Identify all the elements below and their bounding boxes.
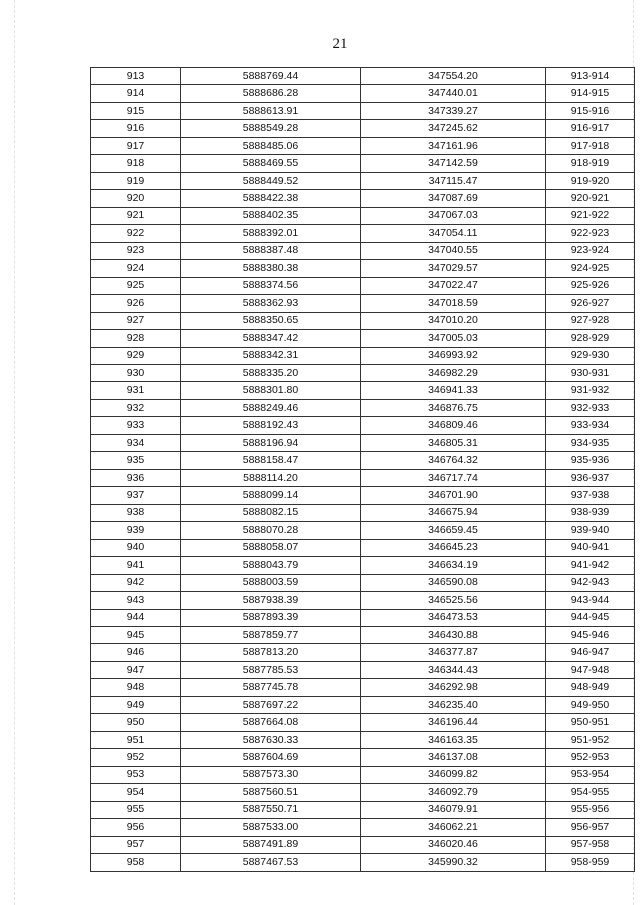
segment-cell: 954-955: [546, 784, 635, 801]
x-coordinate-cell: 5887893.39: [181, 609, 361, 626]
point-number-cell: 913: [91, 68, 181, 85]
point-number-cell: 947: [91, 661, 181, 678]
segment-cell: 922-923: [546, 225, 635, 242]
table-row: [91, 260, 635, 277]
point-number-cell: 916: [91, 120, 181, 137]
y-coordinate-cell: 346659.45: [361, 522, 546, 539]
x-coordinate-cell: 5888362.93: [181, 295, 361, 312]
y-coordinate-cell: 347018.59: [361, 295, 546, 312]
segment-cell: 932-933: [546, 399, 635, 416]
y-coordinate-cell: 346137.08: [361, 749, 546, 766]
segment-cell: 946-947: [546, 644, 635, 661]
table-row: [91, 679, 635, 696]
table-row: [91, 277, 635, 294]
x-coordinate-cell: 5888301.80: [181, 382, 361, 399]
segment-cell: 926-927: [546, 295, 635, 312]
table-row: [91, 644, 635, 661]
point-number-cell: 941: [91, 557, 181, 574]
y-coordinate-cell: 346982.29: [361, 364, 546, 381]
x-coordinate-cell: 5887664.08: [181, 714, 361, 731]
segment-cell: 921-922: [546, 207, 635, 224]
y-coordinate-cell: 346099.82: [361, 766, 546, 783]
table-row: [91, 819, 635, 836]
y-coordinate-cell: 347440.01: [361, 85, 546, 102]
x-coordinate-cell: 5887697.22: [181, 696, 361, 713]
segment-cell: 939-940: [546, 522, 635, 539]
y-coordinate-cell: 346993.92: [361, 347, 546, 364]
point-number-cell: 925: [91, 277, 181, 294]
table-row: [91, 434, 635, 451]
table-row: [91, 609, 635, 626]
x-coordinate-cell: 5888342.31: [181, 347, 361, 364]
point-number-cell: 918: [91, 155, 181, 172]
x-coordinate-cell: 5887573.30: [181, 766, 361, 783]
y-coordinate-cell: 346809.46: [361, 417, 546, 434]
table-row: [91, 574, 635, 591]
x-coordinate-cell: 5888249.46: [181, 399, 361, 416]
y-coordinate-cell: 346525.56: [361, 592, 546, 609]
y-coordinate-cell: 346062.21: [361, 819, 546, 836]
segment-cell: 956-957: [546, 819, 635, 836]
table-row: [91, 731, 635, 748]
table-row: [91, 784, 635, 801]
page-number: 21: [332, 36, 348, 52]
table-row: [91, 85, 635, 102]
y-coordinate-cell: 347554.20: [361, 68, 546, 85]
table-row: [91, 469, 635, 486]
y-coordinate-cell: 346634.19: [361, 557, 546, 574]
point-number-cell: 930: [91, 364, 181, 381]
point-number-cell: 936: [91, 469, 181, 486]
point-number-cell: 946: [91, 644, 181, 661]
x-coordinate-cell: 5887785.53: [181, 661, 361, 678]
point-number-cell: 943: [91, 592, 181, 609]
table-row: [91, 749, 635, 766]
segment-cell: 941-942: [546, 557, 635, 574]
point-number-cell: 939: [91, 522, 181, 539]
y-coordinate-cell: 346473.53: [361, 609, 546, 626]
y-coordinate-cell: 346163.35: [361, 731, 546, 748]
point-number-cell: 938: [91, 504, 181, 521]
segment-cell: 950-951: [546, 714, 635, 731]
segment-cell: 936-937: [546, 469, 635, 486]
table-row: [91, 714, 635, 731]
point-number-cell: 933: [91, 417, 181, 434]
point-number-cell: 942: [91, 574, 181, 591]
y-coordinate-cell: 347054.11: [361, 225, 546, 242]
x-coordinate-cell: 5888099.14: [181, 487, 361, 504]
point-number-cell: 932: [91, 399, 181, 416]
segment-cell: 934-935: [546, 434, 635, 451]
point-number-cell: 953: [91, 766, 181, 783]
segment-cell: 948-949: [546, 679, 635, 696]
point-number-cell: 955: [91, 801, 181, 818]
x-coordinate-cell: 5888196.94: [181, 434, 361, 451]
y-coordinate-cell: 346675.94: [361, 504, 546, 521]
table-row: [91, 592, 635, 609]
table-row: [91, 522, 635, 539]
x-coordinate-cell: 5888350.65: [181, 312, 361, 329]
point-number-cell: 924: [91, 260, 181, 277]
table-row: [91, 836, 635, 853]
point-number-cell: 949: [91, 696, 181, 713]
x-coordinate-cell: 5888380.38: [181, 260, 361, 277]
segment-cell: 957-958: [546, 836, 635, 853]
segment-cell: 916-917: [546, 120, 635, 137]
x-coordinate-cell: 5888114.20: [181, 469, 361, 486]
x-coordinate-cell: 5887938.39: [181, 592, 361, 609]
x-coordinate-cell: 5888347.42: [181, 330, 361, 347]
x-coordinate-cell: 5887604.69: [181, 749, 361, 766]
segment-cell: 952-953: [546, 749, 635, 766]
y-coordinate-cell: 346344.43: [361, 661, 546, 678]
table-row: [91, 207, 635, 224]
table-row: [91, 120, 635, 137]
x-coordinate-cell: 5887533.00: [181, 819, 361, 836]
point-number-cell: 922: [91, 225, 181, 242]
table-row: [91, 801, 635, 818]
y-coordinate-cell: 346092.79: [361, 784, 546, 801]
y-coordinate-cell: 346876.75: [361, 399, 546, 416]
segment-cell: 929-930: [546, 347, 635, 364]
x-coordinate-cell: 5887859.77: [181, 627, 361, 644]
segment-cell: 930-931: [546, 364, 635, 381]
x-coordinate-cell: 5888192.43: [181, 417, 361, 434]
table-row: [91, 661, 635, 678]
y-coordinate-cell: 346645.23: [361, 539, 546, 556]
point-number-cell: 931: [91, 382, 181, 399]
y-coordinate-cell: 346235.40: [361, 696, 546, 713]
point-number-cell: 919: [91, 172, 181, 189]
table-row: [91, 452, 635, 469]
segment-cell: 938-939: [546, 504, 635, 521]
x-coordinate-cell: 5888392.01: [181, 225, 361, 242]
coordinates-table-body: [91, 68, 635, 872]
point-number-cell: 951: [91, 731, 181, 748]
table-row: [91, 225, 635, 242]
y-coordinate-cell: 347245.62: [361, 120, 546, 137]
x-coordinate-cell: 5887560.51: [181, 784, 361, 801]
x-coordinate-cell: 5887745.78: [181, 679, 361, 696]
segment-cell: 942-943: [546, 574, 635, 591]
y-coordinate-cell: 346430.88: [361, 627, 546, 644]
segment-cell: 931-932: [546, 382, 635, 399]
x-coordinate-cell: 5888402.35: [181, 207, 361, 224]
table-row: [91, 417, 635, 434]
segment-cell: 918-919: [546, 155, 635, 172]
y-coordinate-cell: 347115.47: [361, 172, 546, 189]
point-number-cell: 945: [91, 627, 181, 644]
x-coordinate-cell: 5888613.91: [181, 102, 361, 119]
x-coordinate-cell: 5888422.38: [181, 190, 361, 207]
table-row: [91, 330, 635, 347]
table-row: [91, 155, 635, 172]
point-number-cell: 920: [91, 190, 181, 207]
segment-cell: 928-929: [546, 330, 635, 347]
y-coordinate-cell: 346941.33: [361, 382, 546, 399]
table-row: [91, 347, 635, 364]
segment-cell: 923-924: [546, 242, 635, 259]
table-row: [91, 557, 635, 574]
point-number-cell: 928: [91, 330, 181, 347]
y-coordinate-cell: 346590.08: [361, 574, 546, 591]
table-row: [91, 504, 635, 521]
segment-cell: 914-915: [546, 85, 635, 102]
y-coordinate-cell: 346377.87: [361, 644, 546, 661]
y-coordinate-cell: 346717.74: [361, 469, 546, 486]
x-coordinate-cell: 5888387.48: [181, 242, 361, 259]
segment-cell: 945-946: [546, 627, 635, 644]
point-number-cell: 926: [91, 295, 181, 312]
y-coordinate-cell: 346020.46: [361, 836, 546, 853]
point-number-cell: 934: [91, 434, 181, 451]
y-coordinate-cell: 347087.69: [361, 190, 546, 207]
y-coordinate-cell: 347029.57: [361, 260, 546, 277]
x-coordinate-cell: 5888082.15: [181, 504, 361, 521]
scan-edge-left: [14, 0, 15, 905]
y-coordinate-cell: 346079.91: [361, 801, 546, 818]
point-number-cell: 923: [91, 242, 181, 259]
segment-cell: 943-944: [546, 592, 635, 609]
point-number-cell: 957: [91, 836, 181, 853]
segment-cell: 924-925: [546, 260, 635, 277]
point-number-cell: 944: [91, 609, 181, 626]
point-number-cell: 929: [91, 347, 181, 364]
x-coordinate-cell: 5888449.52: [181, 172, 361, 189]
x-coordinate-cell: 5888485.06: [181, 137, 361, 154]
x-coordinate-cell: 5888003.59: [181, 574, 361, 591]
point-number-cell: 917: [91, 137, 181, 154]
segment-cell: 915-916: [546, 102, 635, 119]
y-coordinate-cell: 347339.27: [361, 102, 546, 119]
segment-cell: 955-956: [546, 801, 635, 818]
y-coordinate-cell: 347010.20: [361, 312, 546, 329]
x-coordinate-cell: 5888043.79: [181, 557, 361, 574]
table-row: [91, 190, 635, 207]
x-coordinate-cell: 5887550.71: [181, 801, 361, 818]
x-coordinate-cell: 5888549.28: [181, 120, 361, 137]
y-coordinate-cell: 347022.47: [361, 277, 546, 294]
x-coordinate-cell: 5888158.47: [181, 452, 361, 469]
point-number-cell: 921: [91, 207, 181, 224]
y-coordinate-cell: 345990.32: [361, 854, 546, 871]
table-row: [91, 487, 635, 504]
table-row: [91, 242, 635, 259]
point-number-cell: 937: [91, 487, 181, 504]
point-number-cell: 915: [91, 102, 181, 119]
table-row: [91, 696, 635, 713]
x-coordinate-cell: 5887813.20: [181, 644, 361, 661]
x-coordinate-cell: 5887467.53: [181, 854, 361, 871]
x-coordinate-cell: 5888374.56: [181, 277, 361, 294]
y-coordinate-cell: 346701.90: [361, 487, 546, 504]
coordinates-table: [90, 67, 635, 872]
table-row: [91, 399, 635, 416]
point-number-cell: 935: [91, 452, 181, 469]
x-coordinate-cell: 5887491.89: [181, 836, 361, 853]
segment-cell: 949-950: [546, 696, 635, 713]
segment-cell: 917-918: [546, 137, 635, 154]
table-row: [91, 102, 635, 119]
table-row: [91, 539, 635, 556]
table-row: [91, 364, 635, 381]
point-number-cell: 927: [91, 312, 181, 329]
segment-cell: 940-941: [546, 539, 635, 556]
table-row: [91, 854, 635, 871]
y-coordinate-cell: 346805.31: [361, 434, 546, 451]
point-number-cell: 940: [91, 539, 181, 556]
x-coordinate-cell: 5888686.28: [181, 85, 361, 102]
y-coordinate-cell: 347040.55: [361, 242, 546, 259]
y-coordinate-cell: 347005.03: [361, 330, 546, 347]
y-coordinate-cell: 346764.32: [361, 452, 546, 469]
segment-cell: 947-948: [546, 661, 635, 678]
y-coordinate-cell: 346292.98: [361, 679, 546, 696]
segment-cell: 933-934: [546, 417, 635, 434]
point-number-cell: 954: [91, 784, 181, 801]
y-coordinate-cell: 346196.44: [361, 714, 546, 731]
y-coordinate-cell: 347067.03: [361, 207, 546, 224]
x-coordinate-cell: 5888469.55: [181, 155, 361, 172]
segment-cell: 925-926: [546, 277, 635, 294]
x-coordinate-cell: 5888058.07: [181, 539, 361, 556]
segment-cell: 958-959: [546, 854, 635, 871]
point-number-cell: 952: [91, 749, 181, 766]
point-number-cell: 950: [91, 714, 181, 731]
table-row: [91, 312, 635, 329]
segment-cell: 920-921: [546, 190, 635, 207]
y-coordinate-cell: 347161.96: [361, 137, 546, 154]
segment-cell: 935-936: [546, 452, 635, 469]
x-coordinate-cell: 5887630.33: [181, 731, 361, 748]
x-coordinate-cell: 5888769.44: [181, 68, 361, 85]
segment-cell: 944-945: [546, 609, 635, 626]
table-row: [91, 627, 635, 644]
segment-cell: 951-952: [546, 731, 635, 748]
segment-cell: 927-928: [546, 312, 635, 329]
table-row: [91, 137, 635, 154]
point-number-cell: 914: [91, 85, 181, 102]
segment-cell: 913-914: [546, 68, 635, 85]
point-number-cell: 948: [91, 679, 181, 696]
point-number-cell: 958: [91, 854, 181, 871]
x-coordinate-cell: 5888335.20: [181, 364, 361, 381]
segment-cell: 919-920: [546, 172, 635, 189]
table-row: [91, 172, 635, 189]
point-number-cell: 956: [91, 819, 181, 836]
table-row: [91, 766, 635, 783]
y-coordinate-cell: 347142.59: [361, 155, 546, 172]
table-row: [91, 295, 635, 312]
x-coordinate-cell: 5888070.28: [181, 522, 361, 539]
table-row: [91, 68, 635, 85]
table-row: [91, 382, 635, 399]
segment-cell: 937-938: [546, 487, 635, 504]
segment-cell: 953-954: [546, 766, 635, 783]
